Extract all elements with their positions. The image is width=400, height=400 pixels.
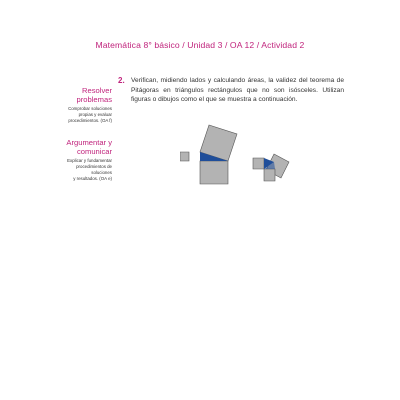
leg-square-bottom <box>200 161 228 184</box>
leg-square-bottom <box>264 169 275 181</box>
skills-sidebar <box>58 86 112 182</box>
leg-square-left <box>180 152 189 161</box>
skill-argumentar-comunicar <box>58 138 112 182</box>
activity-item <box>118 76 344 105</box>
skill-description: Comprobar soluciones propias y evaluar procedimientos. (OA f) <box>68 106 112 123</box>
pythagoras-figure-1 <box>180 118 250 188</box>
page-header: Matemática 8° básico / Unidad 3 / OA 12 / Actividad 2 <box>95 40 305 50</box>
skill-title: Resolver problemas <box>76 86 112 104</box>
activity-text: Verifican, midiendo lados y calculando áreas, la validez del teorema de Pitágoras en triángulos rectángulos que no son isósceles. Utilizan figuras o dibujos como el que se muestra a continuación. <box>131 77 344 104</box>
skill-resolver-problemas <box>58 86 112 124</box>
skill-description: Explicar y fundamentar procedimientos de soluciones y resultados. (OA e) <box>67 158 112 181</box>
activity-number: 2. <box>118 76 125 85</box>
pythagoras-figure-2 <box>248 148 298 188</box>
skill-title: Argumentar y comunicar <box>66 138 112 156</box>
leg-square-left <box>253 158 264 169</box>
